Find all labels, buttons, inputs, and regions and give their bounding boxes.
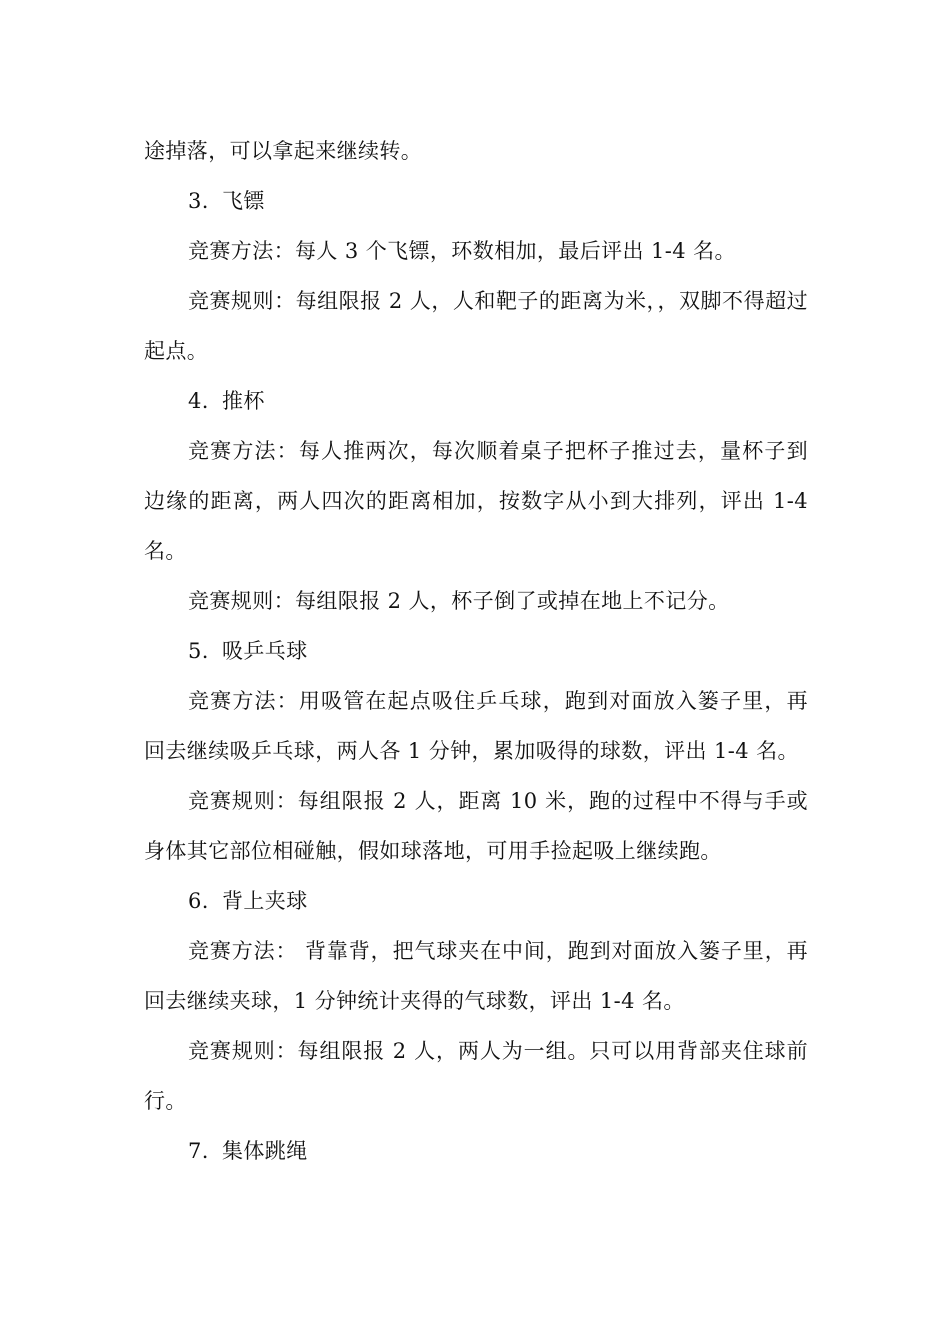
section-heading-6 bbox=[144, 876, 808, 926]
paragraph-method: 竞赛方法：每人推两次，每次顺着桌子把杯子推过去，量杯子到边缘的距离，两人四次的距离相加，按数字从小到大排列，评出 1-4 名。 bbox=[144, 439, 808, 563]
section-title: 推杯 bbox=[222, 389, 265, 413]
paragraph-rules: 竞赛规则：每组限报 2 人，距离 10 米，跑的过程中不得与手或身体其它部位相碰触，假如球落地，可用手捡起吸上继续跑。 bbox=[144, 789, 808, 863]
section-title: 吸乒乓球 bbox=[222, 639, 308, 663]
paragraph-rules: 竞赛规则：每组限报 2 人，两人为一组。只可以用背部夹住球前行。 bbox=[144, 1039, 808, 1113]
section-heading-5 bbox=[144, 626, 808, 676]
section-number: 4. bbox=[188, 389, 209, 413]
paragraph-continuation: 途掉落，可以拿起来继续转。 bbox=[144, 139, 423, 163]
section-number: 3. bbox=[188, 189, 209, 213]
section-title: 集体跳绳 bbox=[222, 1139, 308, 1163]
section-title: 飞镖 bbox=[222, 189, 265, 213]
section-number: 6. bbox=[188, 889, 209, 913]
section-title: 背上夹球 bbox=[222, 889, 308, 913]
section-heading-3 bbox=[144, 176, 808, 226]
paragraph-method: 竞赛方法：用吸管在起点吸住乒乓球，跑到对面放入篓子里，再回去继续吸乒乓球，两人各 1 分钟，累加吸得的球数，评出 1-4 名。 bbox=[144, 689, 808, 763]
section-number: 7. bbox=[188, 1139, 209, 1163]
paragraph-method: 竞赛方法： 背靠背，把气球夹在中间，跑到对面放入篓子里，再回去继续夹球，1 分钟统计夹得的气球数，评出 1-4 名。 bbox=[144, 939, 808, 1013]
paragraph-rules: 竞赛规则：每组限报 2 人，杯子倒了或掉在地上不记分。 bbox=[188, 589, 730, 613]
section-number: 5. bbox=[188, 639, 209, 663]
section-heading-4 bbox=[144, 376, 808, 426]
document-body bbox=[144, 126, 808, 1176]
paragraph-method: 竞赛方法：每人 3 个飞镖，环数相加，最后评出 1-4 名。 bbox=[188, 239, 736, 263]
paragraph-rules: 竞赛规则：每组限报 2 人，人和靶子的距离为米，，双脚不得超过起点。 bbox=[144, 289, 808, 363]
section-heading-7 bbox=[144, 1126, 808, 1176]
